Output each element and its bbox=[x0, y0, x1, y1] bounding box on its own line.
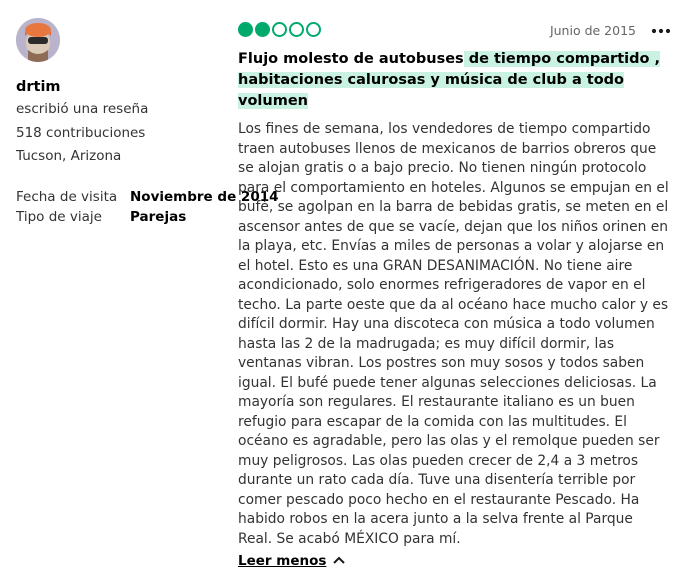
review-panel bbox=[238, 22, 678, 569]
reviewer-contributions: 518 contribuciones bbox=[16, 124, 146, 141]
rating-bubble-empty bbox=[289, 22, 304, 37]
rating-bubble-empty bbox=[272, 22, 287, 37]
avatar-image bbox=[16, 18, 60, 62]
reviewer-location: Tucson, Arizona bbox=[16, 148, 122, 164]
chevron-up-icon bbox=[332, 553, 346, 569]
rating-bubble-empty bbox=[306, 22, 321, 37]
reviewer-action: escribió una reseña bbox=[16, 101, 149, 117]
read-less-label: Leer menos bbox=[238, 553, 327, 569]
rating-bubble-filled bbox=[238, 22, 253, 37]
review-body: Los fines de semana, los vendedores de tiempo compartido traen autobuses llenos de mexicanos de barrios obreros que se alojan gratis o a bajo precio. No tienen ningún protocolo para el comportamiento en hoteles. Algunos se empujan en el bufé, se agolpan en la barra de bebidas gratis, se meten en el ascensor antes de que se vacíe, dejan que los niños orinen en la playa, etc. Envías a miles de personas a volar y alojarse en el hotel. Esto es una GRAN DESANIMACIÓN. No tiene aire acondicionado, solo enormes refrigeradores de vapor en el techo. La parte oeste que da al océano hace mucho calor y es difícil dormir. Hay una discoteca con música a todo volumen hasta las 2 de la madrugada; es muy difícil dormir, las ventanas vibran. Los postres son muy sosos y todos saben igual. El bufé puede tener algunas selecciones deliciosas. La mayoría son regulares. El restaurante italiano es un buen refugio para escapar de la comida con las multitudes. El océano es agradable, pero las olas y el remolque pueden ser muy peligrosos. Las olas pueden crecer de 2,4 a 3 metros durante un rato cada día. Tuve una disentería terrible por comer pescado poco hecho en el restaurante Pescado. Ha habido robos en la acera junto a la selva frente al Parque Real. Se acabó MÉXICO para mí. bbox=[238, 121, 669, 547]
review-title-highlight: de tiempo compartido , habitaciones calurosas y música de club a todo volumen bbox=[238, 51, 661, 109]
avatar[interactable] bbox=[16, 18, 60, 62]
reviewer-name[interactable]: drtim bbox=[16, 79, 61, 95]
rating-bubble-filled bbox=[255, 22, 270, 37]
visit-date-label: Fecha de visita bbox=[16, 189, 118, 205]
reviewer-panel bbox=[16, 18, 231, 169]
trip-type-label: Tipo de viaje bbox=[16, 209, 102, 225]
review-title-plain: Flujo molesto de autobuses bbox=[238, 51, 464, 67]
more-options-icon[interactable] bbox=[651, 23, 671, 39]
read-less-button[interactable] bbox=[238, 553, 678, 569]
review-title[interactable] bbox=[238, 49, 678, 112]
trip-type-value: Parejas bbox=[130, 209, 187, 225]
review-date: Junio de 2015 bbox=[549, 23, 636, 38]
visit-date-value: Noviembre de 2014 bbox=[130, 189, 279, 205]
